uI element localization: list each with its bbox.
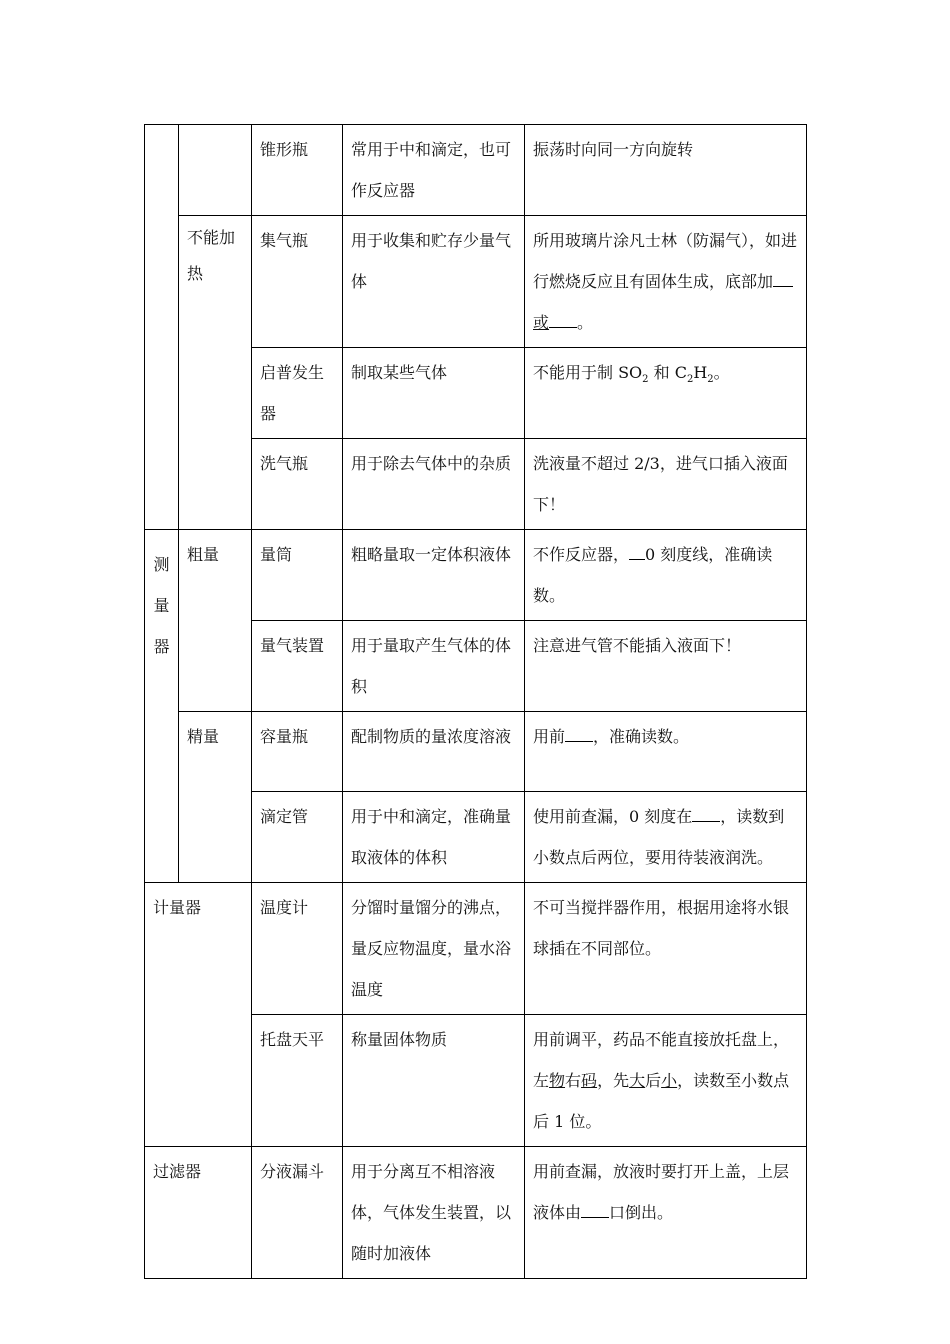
instrument-use: 用于量取产生气体的体积 bbox=[343, 621, 525, 712]
table-row bbox=[145, 216, 807, 348]
group-cell-top bbox=[145, 125, 179, 530]
group-label: 测量器 bbox=[153, 555, 170, 656]
instrument-name: 温度计 bbox=[252, 883, 343, 1015]
instrument-use: 称量固体物质 bbox=[343, 1015, 525, 1147]
subgroup-no-heat: 不能加热 bbox=[179, 216, 252, 530]
instrument-name: 锥形瓶 bbox=[252, 125, 343, 216]
fill-blank bbox=[692, 805, 720, 822]
instrument-name: 滴定管 bbox=[252, 792, 343, 883]
instrument-note bbox=[525, 712, 807, 792]
note-text: 用前查漏，放液时要打开上盖，上层液体由 bbox=[533, 1162, 790, 1222]
instrument-name: 量筒 bbox=[252, 530, 343, 621]
note-text: ，读数至小数点后 1 位。 bbox=[533, 1071, 790, 1131]
instrument-note bbox=[525, 216, 807, 348]
instrument-use: 常用于中和滴定，也可作反应器 bbox=[343, 125, 525, 216]
fill-blank bbox=[773, 270, 793, 287]
fill-blank bbox=[581, 1201, 609, 1218]
table-row bbox=[145, 125, 807, 216]
instrument-name: 容量瓶 bbox=[252, 712, 343, 792]
group-meter: 计量器 bbox=[145, 883, 252, 1147]
note-word: 码 bbox=[581, 1071, 598, 1090]
instrument-note bbox=[525, 530, 807, 621]
subscript: 2 bbox=[686, 374, 694, 386]
subscript: 2 bbox=[707, 374, 714, 386]
note-word: 物 bbox=[549, 1071, 566, 1090]
note-text: ，读数到小数点后两位，要用待装液润洗。 bbox=[533, 807, 785, 867]
instrument-use: 用于中和滴定，准确量取液体的体积 bbox=[343, 792, 525, 883]
table-row bbox=[145, 530, 807, 621]
instrument-note: 不可当搅拌器作用，根据用途将水银球插在不同部位。 bbox=[525, 883, 807, 1015]
note-text: 。 bbox=[577, 313, 594, 332]
note-text: 用前调平，药品不能直接放托盘上，左 bbox=[533, 1030, 790, 1090]
instrument-name: 洗气瓶 bbox=[252, 439, 343, 530]
instrument-note: 注意进气管不能插入液面下！ bbox=[525, 621, 807, 712]
subscript: 2 bbox=[642, 374, 649, 386]
note-word: 小 bbox=[661, 1071, 678, 1090]
fill-blank bbox=[549, 311, 577, 328]
note-word: 大 bbox=[629, 1071, 646, 1090]
note-text: 口倒出。 bbox=[609, 1203, 674, 1222]
note-text: 或 bbox=[533, 313, 550, 332]
note-text: 所用玻璃片涂凡士林（防漏气），如进行燃烧反应且有固体生成，底部加 bbox=[533, 231, 798, 291]
note-text: 用前 bbox=[533, 727, 566, 746]
instrument-note bbox=[525, 1015, 807, 1147]
instrument-use: 用于分离互不相溶液体，气体发生装置，以随时加液体 bbox=[343, 1147, 525, 1279]
table-row bbox=[145, 1147, 807, 1279]
group-measure bbox=[145, 530, 179, 883]
subgroup-rough: 粗量 bbox=[179, 530, 252, 712]
note-text: 使用前查漏，0 刻度在 bbox=[533, 807, 693, 826]
note-text: ，准确读数。 bbox=[593, 727, 690, 746]
note-text: 。 bbox=[713, 363, 730, 382]
subgroup-cell-top bbox=[179, 125, 252, 216]
instrument-note bbox=[525, 348, 807, 439]
instrument-name: 集气瓶 bbox=[252, 216, 343, 348]
note-text: H bbox=[693, 363, 708, 382]
note-text: 不作反应器， bbox=[533, 545, 630, 564]
instrument-table bbox=[144, 124, 807, 1279]
note-text: ，先 bbox=[597, 1071, 630, 1090]
table-row bbox=[145, 883, 807, 1015]
instrument-use: 分馏时量馏分的沸点，量反应物温度，量水浴温度 bbox=[343, 883, 525, 1015]
instrument-use: 用于除去气体中的杂质 bbox=[343, 439, 525, 530]
instrument-note bbox=[525, 1147, 807, 1279]
instrument-use: 用于收集和贮存少量气体 bbox=[343, 216, 525, 348]
note-text: 后 bbox=[645, 1071, 662, 1090]
fill-blank bbox=[565, 725, 593, 742]
instrument-name: 分液漏斗 bbox=[252, 1147, 343, 1279]
fill-blank bbox=[629, 543, 645, 560]
instrument-name: 量气装置 bbox=[252, 621, 343, 712]
instrument-name: 托盘天平 bbox=[252, 1015, 343, 1147]
table-row bbox=[145, 712, 807, 792]
instrument-name: 启普发生器 bbox=[252, 348, 343, 439]
note-text: 0 刻度线，准确读数。 bbox=[533, 545, 773, 605]
instrument-note bbox=[525, 792, 807, 883]
instrument-note: 洗液量不超过 2/3，进气口插入液面下！ bbox=[525, 439, 807, 530]
instrument-use: 粗略量取一定体积液体 bbox=[343, 530, 525, 621]
instrument-use: 制取某些气体 bbox=[343, 348, 525, 439]
note-text: 不能用于制 SO bbox=[533, 363, 643, 382]
subgroup-precise: 精量 bbox=[179, 712, 252, 883]
note-text: 和 C bbox=[648, 363, 687, 382]
instrument-note: 振荡时向同一方向旋转 bbox=[525, 125, 807, 216]
group-filter: 过滤器 bbox=[145, 1147, 252, 1279]
note-word: 右 bbox=[565, 1071, 582, 1090]
instrument-use: 配制物质的量浓度溶液 bbox=[343, 712, 525, 792]
